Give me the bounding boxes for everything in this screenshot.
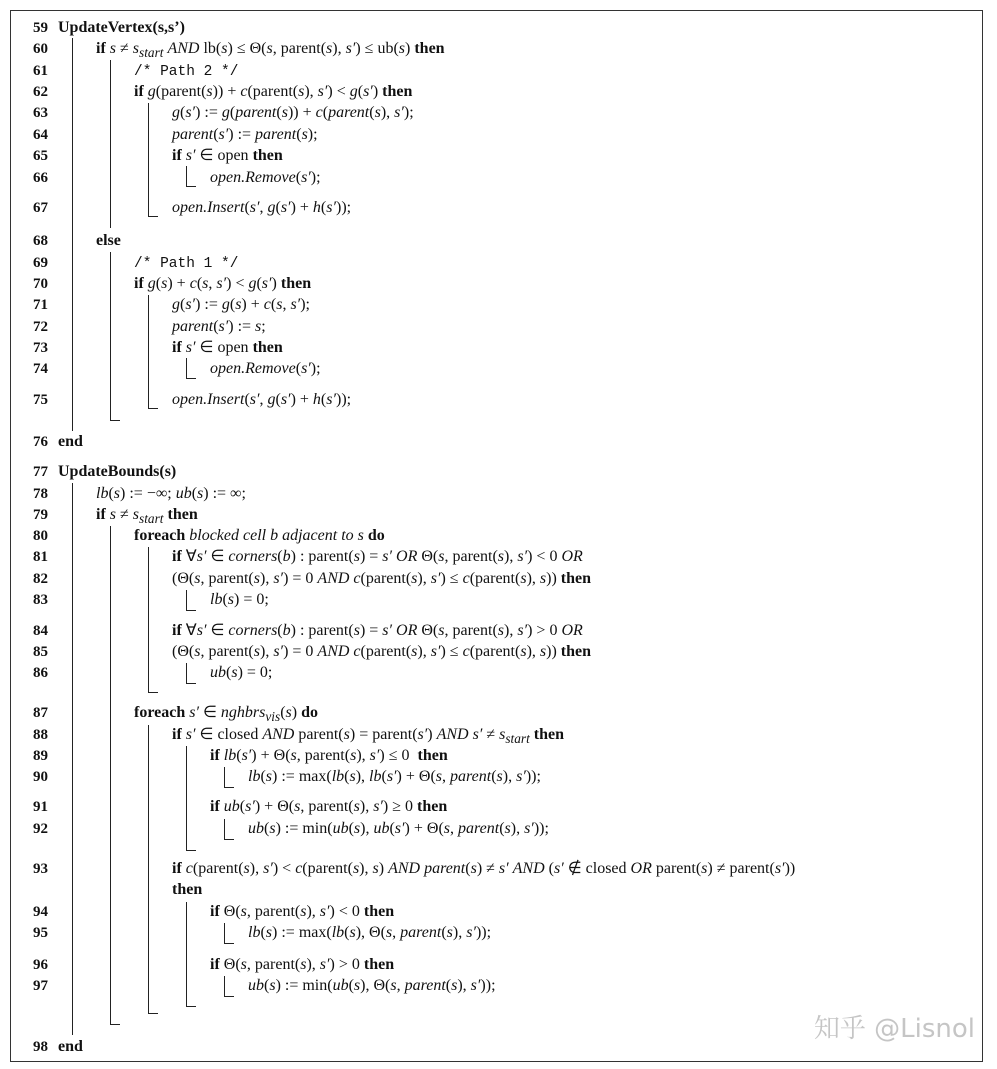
line-number: 83 [33,592,48,608]
indent-guide [148,295,149,408]
line-number: 68 [33,233,48,249]
indent-guide-end [148,1013,158,1014]
indent-guide [72,483,73,1035]
code-line: UpdateBounds(s) [58,463,177,480]
code-line: ub(s) := min(ub(s), ub(s′) + Θ(s, parent(s), s′)); [248,820,549,837]
line-number: 73 [33,340,48,356]
code-line: lb(s) := max(lb(s), Θ(s, parent(s), s′)); [248,924,492,941]
indent-guide-end [224,787,234,788]
line-number: 93 [33,861,48,877]
indent-guide-end [186,850,196,851]
indent-guide-end [224,943,234,944]
indent-guide [186,902,187,1006]
code-line: if lb(s′) + Θ(s, parent(s), s′) ≤ 0 then [210,747,448,764]
indent-guide [186,663,187,683]
line-number: 76 [33,434,48,450]
indent-guide-end [186,1006,196,1007]
indent-guide-end [110,1024,120,1025]
code-line: open.Insert(s′, g(s′) + h(s′)); [172,199,352,216]
code-line: parent(s′) := s; [172,318,266,335]
indent-guide [110,252,111,420]
code-line: lb(s) := −∞; ub(s) := ∞; [96,485,246,502]
code-line: end [58,1038,83,1055]
line-number: 71 [33,297,48,313]
line-number: 75 [33,392,48,408]
line-number: 65 [33,148,48,164]
code-line: g(s′) := g(parent(s)) + c(parent(s), s′); [172,104,414,121]
code-line: open.Insert(s′, g(s′) + h(s′)); [172,391,352,408]
indent-guide [72,38,73,431]
code-line: if ub(s′) + Θ(s, parent(s), s′) ≥ 0 then [210,798,448,815]
indent-guide-end [224,839,234,840]
line-number: 86 [33,665,48,681]
code-line: UpdateVertex(s,s’) [58,19,185,36]
code-line: /* Path 2 */ [134,64,239,80]
line-number: 63 [33,105,48,121]
indent-guide [224,923,225,943]
line-number: 84 [33,623,48,639]
code-line: foreach blocked cell b adjacent to s do [134,527,385,544]
indent-guide-end [186,683,196,684]
indent-guide [186,746,187,850]
indent-guide-end [110,420,120,421]
line-number: 96 [33,957,48,973]
code-line: if s′ ∈ open then [172,339,283,356]
code-line: if ∀s′ ∈ corners(b) : parent(s) = s′ OR Θ(s, parent(s), s′) > 0 OR [172,622,583,639]
line-number: 70 [33,276,48,292]
indent-guide-end [186,610,196,611]
line-number: 79 [33,507,48,523]
indent-guide-end [186,186,196,187]
code-line: open.Remove(s′); [210,360,321,377]
code-line: if Θ(s, parent(s), s′) > 0 then [210,956,395,973]
indent-guide [186,590,187,610]
line-number: 74 [33,361,48,377]
line-number: 92 [33,821,48,837]
line-number: 61 [33,63,48,79]
indent-guide [110,526,111,1024]
indent-guide [224,976,225,996]
code-line: ub(s) := min(ub(s), Θ(s, parent(s), s′)); [248,977,496,994]
code-line: g(s′) := g(s) + c(s, s′); [172,296,310,313]
line-number: 98 [33,1039,48,1055]
indent-guide [224,767,225,787]
line-number: 64 [33,127,48,143]
line-number: 59 [33,20,48,36]
line-number: 94 [33,904,48,920]
code-line: then [172,881,203,898]
indent-guide [148,103,149,216]
indent-guide [148,725,149,1013]
code-line: (Θ(s, parent(s), s′) = 0 AND c(parent(s), s′) ≤ c(parent(s), s)) then [172,643,592,660]
line-number: 69 [33,255,48,271]
line-number: 82 [33,571,48,587]
code-line: else [96,232,121,249]
code-line: if g(s) + c(s, s′) < g(s′) then [134,275,312,292]
code-line: foreach s′ ∈ nghbrs$_{vis}$(s) do [134,704,318,725]
code-line: if $s \ne s_{start}$ AND lb(s) ≤ Θ(s, parent(s), s′) ≤ ub(s) then [96,40,445,61]
line-number: 87 [33,705,48,721]
code-line: if $s \ne s_{start}$ then [96,506,198,527]
line-number: 85 [33,644,48,660]
code-line: if ∀s′ ∈ corners(b) : parent(s) = s′ OR Θ(s, parent(s), s′) < 0 OR [172,548,583,565]
line-number: 60 [33,41,48,57]
indent-guide [186,166,187,186]
indent-guide [186,358,187,378]
code-line: lb(s) = 0; [210,591,269,608]
line-number: 77 [33,464,48,480]
indent-guide [148,547,149,692]
line-number: 72 [33,319,48,335]
code-line: if s′ ∈ open then [172,147,283,164]
indent-guide-end [148,408,158,409]
line-number: 66 [33,170,48,186]
code-line: (Θ(s, parent(s), s′) = 0 AND c(parent(s), s′) ≤ c(parent(s), s)) then [172,570,592,587]
line-number: 78 [33,486,48,502]
code-line: /* Path 1 */ [134,256,239,272]
line-number: 80 [33,528,48,544]
line-number: 62 [33,84,48,100]
code-line: if g(parent(s)) + c(parent(s), s′) < g(s′) then [134,83,413,100]
indent-guide-end [224,996,234,997]
line-number: 91 [33,799,48,815]
line-number: 90 [33,769,48,785]
indent-guide-end [148,692,158,693]
indent-guide-end [186,378,196,379]
line-number: 67 [33,200,48,216]
line-number: 97 [33,978,48,994]
line-number: 89 [33,748,48,764]
line-number: 88 [33,727,48,743]
line-number: 81 [33,549,48,565]
code-line: ub(s) = 0; [210,664,273,681]
line-number: 95 [33,925,48,941]
code-line: end [58,433,83,450]
indent-guide [224,819,225,839]
watermark: 知乎 @Lisnol [813,1014,975,1044]
code-line: parent(s′) := parent(s); [172,126,318,143]
code-line: if c(parent(s), s′) < c(parent(s), s) AND parent(s) ≠ s′ AND (s′ ∉ closed OR parent(s) ≠ parent(s′)) [172,860,796,877]
code-line: if s′ ∈ closed AND parent(s) = parent(s′) AND $s' \ne s_{start}$ then [172,726,565,747]
code-line: if Θ(s, parent(s), s′) < 0 then [210,903,395,920]
code-line: lb(s) := max(lb(s), lb(s′) + Θ(s, parent(s), s′)); [248,768,541,785]
indent-guide-end [148,216,158,217]
indent-guide [110,60,111,228]
code-line: open.Remove(s′); [210,169,321,186]
